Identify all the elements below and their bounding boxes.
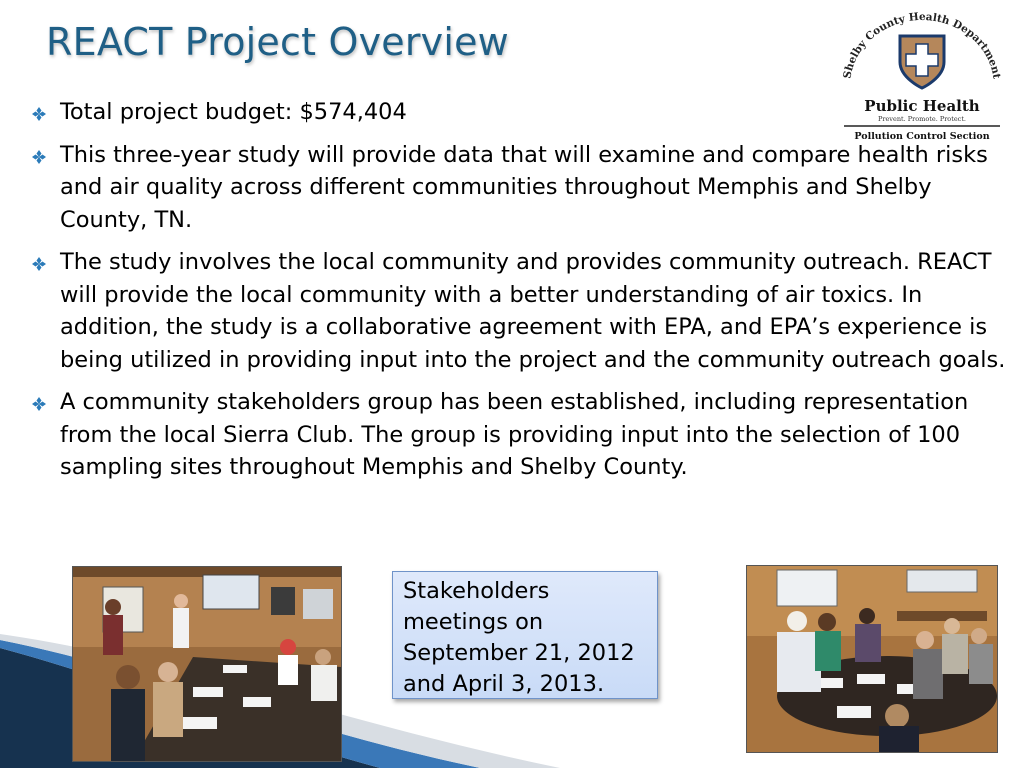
bullet-item-stakeholders bbox=[30, 386, 1020, 484]
bullet-text: A community stakeholders group has been established, including representation from the local Sierra Club. The group is providing input into the selection of 100 sampling sites throughout Memphis and Shelby County. bbox=[60, 389, 969, 480]
diamond-cluster-icon bbox=[32, 257, 46, 271]
logo-arc-text: Shelby County Health Department bbox=[841, 10, 1003, 80]
bullet-item-community bbox=[30, 246, 1020, 376]
meeting-photo-left bbox=[72, 566, 342, 762]
logo-section-text: Pollution Control Section bbox=[854, 131, 990, 142]
meeting-photo-right bbox=[746, 565, 998, 753]
shield-cross-icon bbox=[900, 36, 944, 88]
bullet-item-budget bbox=[30, 96, 1020, 129]
photo-caption-box: Stakeholders meetings on September 21, 2012 and April 3, 2013. bbox=[392, 571, 658, 699]
logo-tagline: Prevent. Promote. Protect. bbox=[877, 115, 967, 123]
diamond-cluster-icon bbox=[32, 150, 46, 164]
slide-title: REACT Project Overview bbox=[46, 20, 509, 64]
bullet-text: Total project budget: $574,404 bbox=[60, 99, 407, 125]
logo-main-text: Public Health bbox=[864, 97, 980, 115]
bullet-list bbox=[30, 96, 1020, 494]
bullet-text: The study involves the local community and provides community outreach. REACT will provide the local community with a better understanding of air toxics. In addition, the study is a collaborative agreement with EPA, and EPA’s experience is being utilized in providing input into the project and the community outreach goals. bbox=[60, 249, 1006, 373]
bullet-item-study bbox=[30, 139, 1020, 237]
diamond-cluster-icon bbox=[32, 397, 46, 411]
diamond-cluster-icon bbox=[32, 107, 46, 121]
bullet-text: This three-year study will provide data that will examine and compare health risks and air quality across different communities throughout Memphis and Shelby County, TN. bbox=[60, 141, 988, 233]
